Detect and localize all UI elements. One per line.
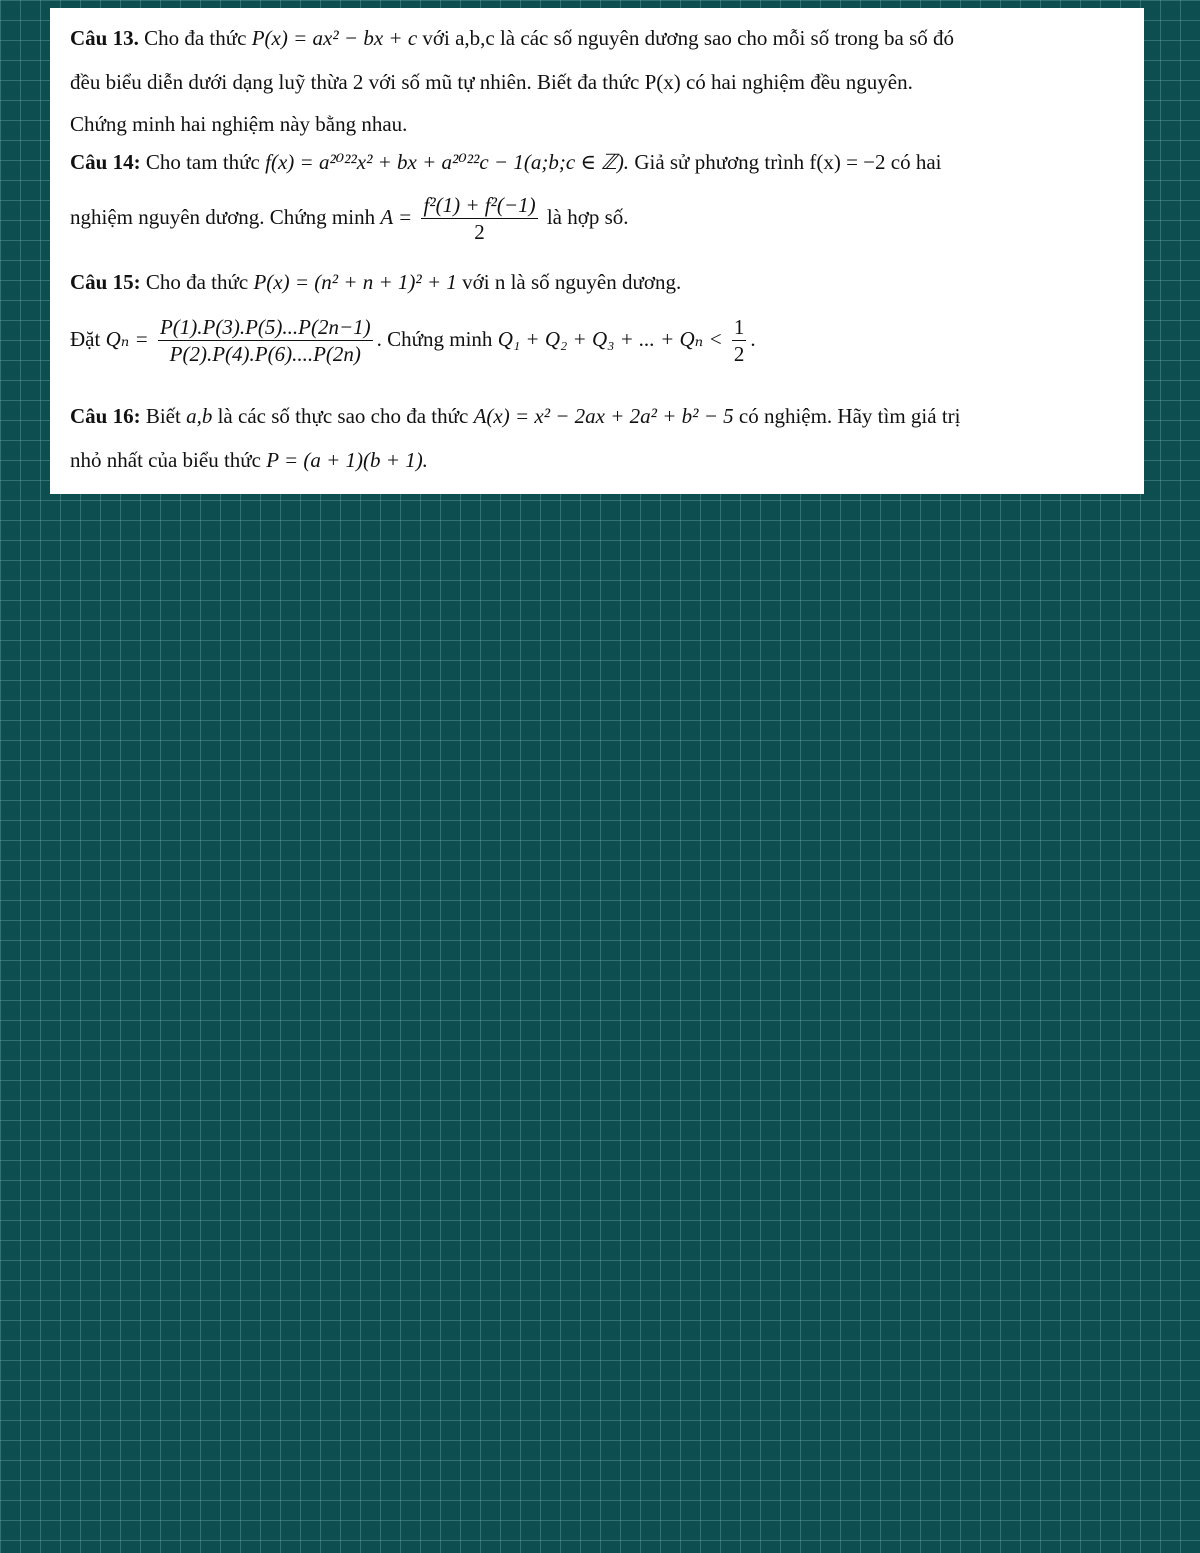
q13-intro: Cho đa thức	[144, 26, 247, 50]
q14-formula: f(x) = a²⁰²²x² + bx + a²⁰²²c − 1(a;b;c ∈ ℤ).	[265, 150, 630, 174]
q15-fraction	[158, 314, 373, 369]
q15-line2-mid: . Chứng minh	[376, 327, 493, 352]
q16-line-2	[70, 448, 1106, 473]
q16-line2-intro: nhỏ nhất của biểu thức	[70, 448, 261, 472]
q15-intro: Cho đa thức	[145, 270, 249, 294]
q16-label: Câu 16:	[70, 404, 141, 428]
q15-line-1	[70, 270, 1106, 295]
q14-rest: Giả sử phương trình f(x) = −2 có hai	[634, 150, 942, 174]
q15-line-2	[70, 314, 1106, 369]
q16-mid: là các số thực sao cho đa thức	[217, 404, 469, 428]
q16-vars: a,b	[186, 404, 213, 428]
q15-formula: P(x) = (n² + n + 1)² + 1	[253, 270, 457, 294]
q16-intro: Biết	[145, 404, 181, 428]
q13-formula: P(x) = ax² − bx + c	[251, 26, 418, 50]
q13-line-1	[70, 26, 1106, 51]
q13-rest: với a,b,c là các số nguyên dương sao cho mỗi số trong ba số đó	[422, 26, 955, 50]
q16-rest: có nghiệm. Hãy tìm giá trị	[738, 404, 961, 428]
q15-half-fraction	[732, 314, 747, 369]
q15-half-denominator: 2	[733, 342, 745, 367]
q14-label: Câu 14:	[70, 150, 141, 174]
q16-line-1	[70, 404, 1106, 429]
q15-numerator: P(1).P(3).P(5)...P(2n−1)	[158, 314, 373, 341]
q13-line-3: Chứng minh hai nghiệm này bằng nhau.	[70, 112, 408, 136]
q14-lhs: A =	[380, 205, 413, 230]
q14-numerator: f²(1) + f²(−1)	[421, 192, 537, 219]
q14-line-2	[70, 192, 1106, 247]
q15-half-numerator: 1	[732, 314, 747, 341]
q16-formula: A(x) = x² − 2ax + 2a² + b² − 5	[473, 404, 734, 428]
q13-label: Câu 13.	[70, 26, 139, 50]
q15-line2-intro: Đặt	[70, 327, 101, 352]
q14-line2-intro: nghiệm nguyên dương. Chứng minh	[70, 205, 376, 230]
q14-intro: Cho tam thức	[145, 150, 260, 174]
q14-line-1	[70, 150, 1106, 175]
q15-sum: Q₁ + Q₂ + Q₃ + ... + Qₙ <	[497, 327, 723, 352]
q15-label: Câu 15:	[70, 270, 141, 294]
q16-line2-formula: P = (a + 1)(b + 1).	[266, 448, 428, 472]
document-page	[50, 8, 1144, 494]
q14-line2-rest: là hợp số.	[546, 205, 629, 230]
q14-fraction	[421, 192, 537, 247]
q13-line-2: đều biểu diễn dưới dạng luỹ thừa 2 với số mũ tự nhiên. Biết đa thức P(x) có hai nghiệm đều nguyên.	[70, 70, 913, 94]
q15-denominator: P(2).P(4).P(6)....P(2n)	[169, 342, 361, 367]
q14-denominator: 2	[474, 220, 485, 245]
q15-lhs: Qₙ =	[105, 327, 149, 352]
q15-line2-end: .	[750, 327, 756, 352]
q15-rest: với n là số nguyên dương.	[462, 270, 682, 294]
